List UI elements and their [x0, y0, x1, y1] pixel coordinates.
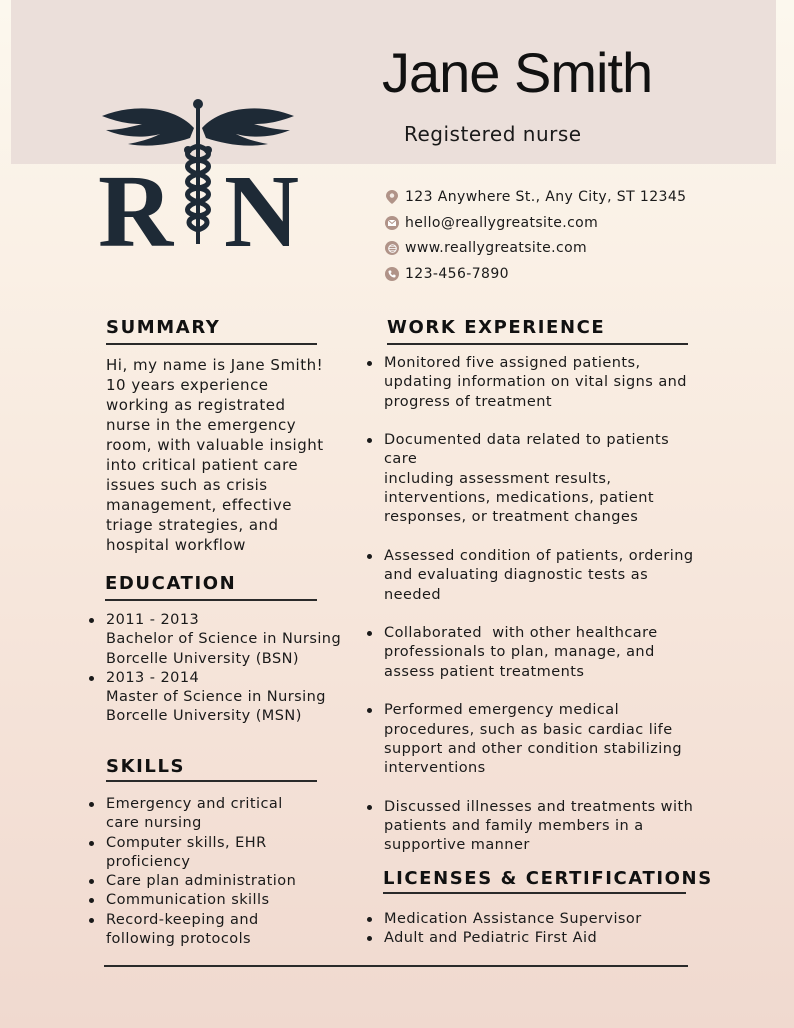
work-line: Performed emergency medical	[384, 702, 620, 719]
work-item	[384, 431, 704, 527]
work-line: Collaborated with other healthcare	[384, 625, 658, 642]
education-degree: Master of Science in Nursing	[106, 689, 326, 706]
candidate-name: Jane Smith	[382, 41, 653, 104]
summary-text	[106, 355, 346, 555]
work-item	[384, 547, 704, 605]
skills-list	[106, 795, 346, 949]
work-line: supportive manner	[384, 837, 530, 854]
bullet-icon	[89, 802, 94, 807]
summary-line: hospital workflow	[106, 536, 246, 554]
contact-phone-text[interactable]: 123-456-7890	[405, 266, 509, 283]
contact-address-text: 123 Anywhere St., Any City, ST 12345	[405, 188, 687, 205]
bullet-icon	[89, 898, 94, 903]
education-list	[106, 611, 346, 727]
summary-line: nurse in the emergency	[106, 416, 297, 434]
svg-text:R: R	[98, 154, 174, 250]
bullet-icon	[89, 618, 94, 623]
bullet-icon	[89, 841, 94, 846]
skill-item	[106, 872, 346, 891]
contact-website[interactable]	[385, 236, 686, 262]
skill-line: Communication skills	[106, 892, 270, 909]
work-item	[384, 624, 704, 682]
work-line: Monitored five assigned patients,	[384, 355, 641, 371]
education-item	[106, 611, 346, 669]
work-line: updating information on vital signs and	[384, 374, 687, 391]
skill-line: proficiency	[106, 853, 191, 870]
work-line: patients and family members in a	[384, 818, 644, 835]
summary-divider	[106, 343, 317, 345]
license-text: Medication Assistance Supervisor	[384, 911, 642, 927]
work-line: interventions, medications, patient	[384, 490, 655, 507]
work-line: progress of treatment	[384, 393, 552, 410]
bullet-icon	[367, 554, 372, 559]
summary-line: Hi, my name is Jane Smith!	[106, 356, 324, 374]
skills-heading: SKILLS	[106, 756, 186, 777]
contact-website-text[interactable]: www.reallygreatsite.com	[405, 240, 588, 257]
contact-address	[385, 184, 686, 210]
education-degree: Bachelor of Science in Nursing	[106, 631, 342, 648]
bullet-icon	[89, 676, 94, 681]
contact-email-text[interactable]: hello@reallygreatsite.com	[405, 214, 599, 231]
rn-caduceus-logo	[98, 94, 318, 250]
bullet-icon	[89, 879, 94, 884]
work-item	[384, 701, 704, 778]
work-line: responses, or treatment changes	[384, 509, 639, 526]
work-line: interventions	[384, 760, 486, 777]
education-school: Borcelle University (BSN)	[106, 650, 300, 667]
work-line: Assessed condition of patients, ordering	[384, 547, 694, 564]
summary-heading: SUMMARY	[106, 317, 221, 338]
education-years: 2013 - 2014	[106, 669, 200, 686]
summary-line: 10 years experience	[106, 376, 269, 394]
bullet-icon	[89, 918, 94, 923]
education-school: Borcelle University (MSN)	[106, 708, 302, 725]
contact-email[interactable]	[385, 210, 686, 236]
bullet-icon	[367, 438, 372, 443]
work-item	[384, 354, 704, 412]
website-icon	[385, 241, 399, 255]
svg-text:N: N	[224, 154, 300, 250]
skill-item	[106, 834, 346, 873]
phone-icon	[385, 267, 399, 281]
bullet-icon	[367, 805, 372, 810]
education-item	[106, 669, 346, 727]
skill-line: Computer skills, EHR	[106, 834, 267, 851]
licenses-divider	[383, 892, 686, 894]
footer-divider	[104, 965, 688, 967]
bullet-icon	[367, 917, 372, 922]
education-heading: EDUCATION	[105, 573, 237, 594]
candidate-role: Registered nurse	[404, 122, 582, 146]
skill-item	[106, 891, 346, 910]
skill-line: Emergency and critical	[106, 796, 283, 812]
work-item	[384, 798, 704, 856]
education-divider	[105, 599, 317, 601]
skill-item	[106, 795, 346, 834]
location-pin-icon	[385, 190, 399, 204]
contact-list	[385, 184, 686, 287]
contact-phone[interactable]	[385, 261, 686, 287]
license-text: Adult and Pediatric First Aid	[384, 930, 598, 947]
work-line: needed	[384, 586, 442, 603]
summary-line: room, with valuable insight	[106, 436, 324, 454]
work-line: Documented data related to patients care	[384, 432, 670, 468]
skill-line: care nursing	[106, 815, 202, 832]
skill-line: Care plan administration	[106, 873, 297, 890]
work-line: professionals to plan, manage, and	[384, 644, 655, 661]
licenses-list	[384, 910, 704, 949]
skill-item	[106, 911, 346, 950]
work-heading: WORK EXPERIENCE	[387, 317, 606, 338]
skill-line: following protocols	[106, 931, 252, 948]
work-divider	[387, 343, 688, 345]
email-icon	[385, 216, 399, 230]
license-item	[384, 929, 704, 948]
work-line: Discussed illnesses and treatments with	[384, 798, 694, 815]
summary-line: working as registrated	[106, 396, 286, 414]
education-years: 2011 - 2013	[106, 612, 200, 628]
work-list	[384, 354, 704, 856]
skill-line: Record-keeping and	[106, 911, 259, 928]
summary-line: into critical patient care	[106, 456, 299, 474]
bullet-icon	[367, 936, 372, 941]
license-item	[384, 910, 704, 929]
work-line: procedures, such as basic cardiac life	[384, 721, 673, 738]
summary-line: triage strategies, and	[106, 516, 279, 534]
work-line: including assessment results,	[384, 470, 612, 487]
bullet-icon	[367, 631, 372, 636]
bullet-icon	[367, 708, 372, 713]
skills-divider	[106, 780, 317, 782]
summary-line: issues such as crisis	[106, 476, 268, 494]
bullet-icon	[367, 361, 372, 366]
work-line: support and other condition stabilizing	[384, 740, 683, 757]
work-line: assess patient treatments	[384, 663, 585, 680]
work-line: and evaluating diagnostic tests as	[384, 567, 649, 584]
licenses-heading: LICENSES & CERTIFICATIONS	[383, 868, 713, 889]
summary-line: management, effective	[106, 496, 292, 514]
